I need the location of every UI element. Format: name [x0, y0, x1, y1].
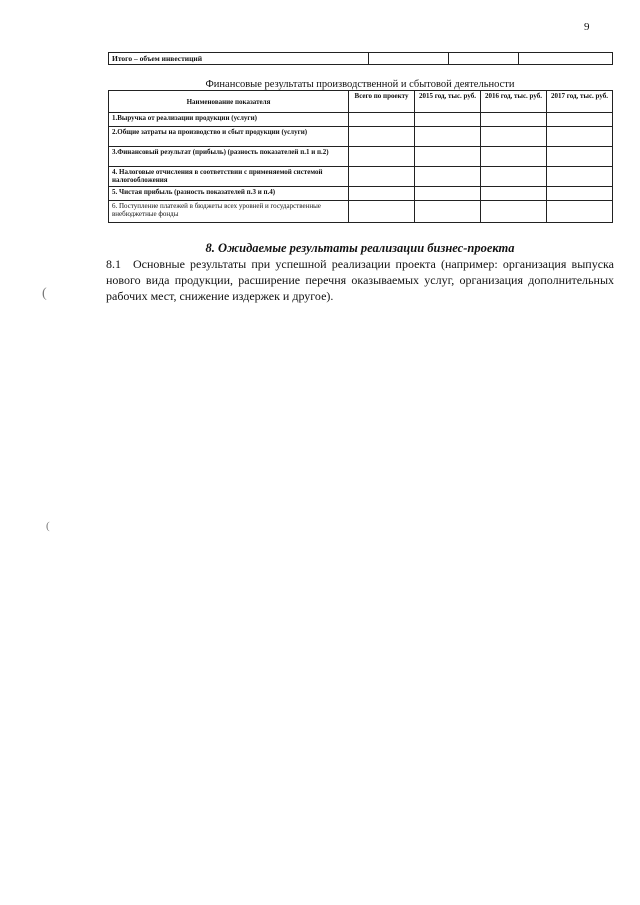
table-cell	[547, 167, 613, 187]
column-header-total: Всего по проекту	[349, 91, 415, 113]
table-cell	[415, 147, 481, 167]
row-label: 3.Финансовый результат (прибыль) (разность показателей п.1 и п.2)	[109, 147, 349, 167]
table-cell	[349, 201, 415, 223]
table-cell	[481, 127, 547, 147]
table-header-row	[109, 91, 613, 113]
column-header-2015: 2015 год, тыс. руб.	[415, 91, 481, 113]
paragraph-text: Основные результаты при успешной реализации проекта (например: организация выпуска нового вида продукции, расширение перечня оказываемых услуг, организация дополнительных рабочих мест, снижение издержек и другое).	[106, 257, 614, 303]
table-cell	[449, 53, 519, 65]
table-cell	[415, 113, 481, 127]
table-cell	[481, 147, 547, 167]
paragraph-number: 8.1	[106, 257, 121, 271]
table-row	[109, 187, 613, 201]
table-cell	[481, 187, 547, 201]
table-cell	[415, 201, 481, 223]
financial-results-table	[108, 90, 613, 223]
table-cell	[349, 147, 415, 167]
row-label: 6. Поступление платежей в бюджеты всех уровней и государственные внебюджетные фонды	[109, 201, 349, 223]
table-cell	[547, 113, 613, 127]
table-cell	[519, 53, 613, 65]
table-row	[109, 53, 613, 65]
row-label: 4. Налоговые отчисления в соответствии с применяемой системой налогообложения	[109, 167, 349, 187]
table-cell	[547, 127, 613, 147]
financial-results-title: Финансовые результаты производственной и сбытовой деятельности	[205, 79, 515, 90]
page-number: 9	[584, 21, 590, 33]
table-cell	[547, 187, 613, 201]
margin-scan-mark: (	[46, 520, 50, 532]
table-row	[109, 201, 613, 223]
investment-total-table	[108, 52, 613, 65]
margin-scan-mark: (	[42, 286, 47, 301]
column-header-name: Наименование показателя	[109, 91, 349, 113]
table-cell	[349, 167, 415, 187]
column-header-2017: 2017 год, тыс. руб.	[547, 91, 613, 113]
table-cell	[547, 147, 613, 167]
row-label: 5. Чистая прибыль (разность показателей п.3 и п.4)	[109, 187, 349, 201]
table-cell	[415, 187, 481, 201]
table-cell	[547, 201, 613, 223]
column-header-2016: 2016 год, тыс. руб.	[481, 91, 547, 113]
table-row	[109, 147, 613, 167]
table-cell	[481, 167, 547, 187]
table-cell	[349, 187, 415, 201]
table-cell	[369, 53, 449, 65]
table-cell	[415, 127, 481, 147]
row-label: 1.Выручка от реализации продукции (услуги)	[109, 113, 349, 127]
table-row	[109, 127, 613, 147]
investment-total-label: Итого – объем инвестиций	[109, 53, 369, 65]
section-paragraph	[106, 256, 614, 304]
table-row	[109, 167, 613, 187]
table-cell	[349, 127, 415, 147]
table-cell	[349, 113, 415, 127]
table-cell	[481, 201, 547, 223]
row-label: 2.Общие затраты на производство и сбыт продукции (услуги)	[109, 127, 349, 147]
table-cell	[481, 113, 547, 127]
table-row	[109, 113, 613, 127]
section-heading: 8. Ожидаемые результаты реализации бизнес-проекта	[205, 241, 515, 255]
table-cell	[415, 167, 481, 187]
